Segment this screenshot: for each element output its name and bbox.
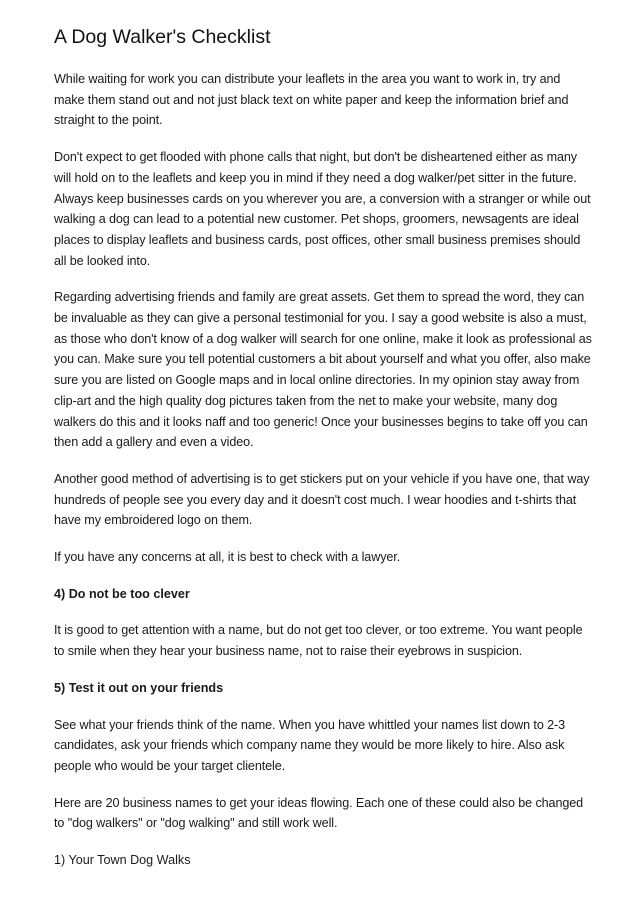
section-heading-too-clever: 4) Do not be too clever xyxy=(54,586,190,601)
paragraph-friends-opinion: See what your friends think of the name. When you have whittled your names list down to 2-3 candidates, ask your friends which company name they would be more likely to hire. Also ask people who would be your target clientele. xyxy=(54,717,566,773)
paragraph-attention-name: It is good to get attention with a name, but do not get too clever, or too extreme. You want people to smile when they hear your business name, not to raise their eyebrows in suspicion. xyxy=(54,623,583,659)
paragraph-business-names-intro: Here are 20 business names to get your ideas flowing. Each one of these could also be changed to "dog walkers" or "dog walking" and still work well. xyxy=(54,795,584,831)
paragraph-advertising-friends: Regarding advertising friends and family are great assets. Get them to spread the word, they can be invaluable as they can give a personal testimonial for you. I say a good website is also a must, as those who don't know of a dog walker will search for one online, make it look as professional as you can. Make sure you tell potential customers a bit about yourself and what you offer, also make sure you are listed on Google maps and in local online directories. In my opinion stay away from clip-art and the high quality dog pictures taken from the net to make your website, many dog walkers do this and it looks naff and too generic! Once your businesses begins to take off you can then add a gallery and even a video. xyxy=(54,290,592,450)
section-heading-test-friends: 5) Test it out on your friends xyxy=(54,680,224,695)
list-item: 1) Your Town Dog Walks xyxy=(54,853,191,868)
paragraph-phone-calls: Don't expect to get flooded with phone calls that night, but don't be disheartened either as many will hold on to the leaflets and keep you in mind if they need a dog walker/pet sitter in the future. Always keep businesses cards on you wherever you are, a conversion with a stranger or while out walking a dog can lead to a potential new customer. Pet shops, groomers, newsagents are ideal places to display leaflets and business cards, post offices, other small business premises should all be looked into. xyxy=(54,150,591,268)
paragraph-lawyer: If you have any concerns at all, it is best to check with a lawyer. xyxy=(54,550,401,565)
paragraph-vehicle-stickers: Another good method of advertising is to get stickers put on your vehicle if you have one, that way hundreds of people see you every day and it doesn't cost much. I wear hoodies and t-shirts that have my embroidered logo on them. xyxy=(54,471,590,528)
document-page xyxy=(54,24,594,871)
document-title: A Dog Walker's Checklist xyxy=(54,26,271,48)
paragraph-leaflets: While waiting for work you can distribute your leaflets in the area you want to work in, try and make them stand out and not just black text on white paper and keep the information brief and straight to the point. xyxy=(54,72,569,128)
